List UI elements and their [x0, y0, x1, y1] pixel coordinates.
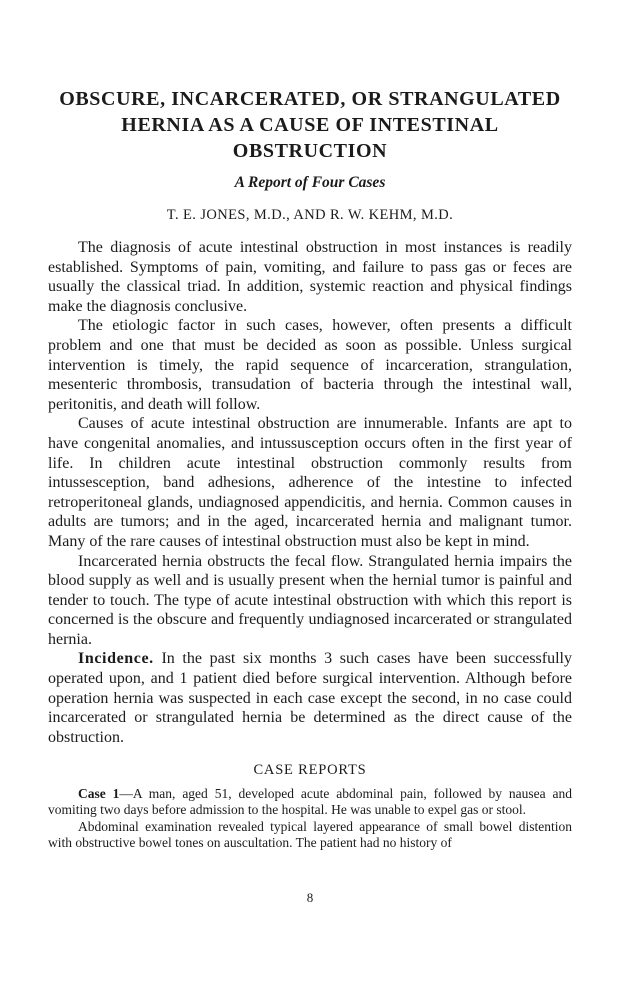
title-line-3: OBSTRUCTION: [232, 140, 388, 162]
article-title: [40, 86, 580, 164]
title-line-1: OBSCURE, INCARCERATED, OR STRANGULATED: [59, 88, 561, 110]
case-1-exam-paragraph: Abdominal examination revealed typical layered appearance of small bowel distention with obstructive bowel tones on auscultation. The patient had no history of: [48, 818, 572, 850]
body-paragraph: The etiologic factor in such cases, however, often presents a difficult problem and one that must be decided as soon as possible. Unless surgical intervention is timely, the rapid sequence of incarceration, strangulation, mesenteric thrombosis, transudation of bacteria through the intestinal wall, peritonitis, and death will follow.: [48, 317, 572, 413]
incidence-paragraph: [48, 649, 572, 747]
body-paragraph: Causes of acute intestinal obstruction are innumerable. Infants are apt to have congenital anomalies, and intussusception occurs often in the first year of life. In children acute intestinal obstruction commonly results from intussesception, band adhesions, adherence of the intestine to infected retroperitoneal glands, undiagnosed appendicitis, and hernia. Common causes in adults are tumors; and in the aged, incarcerated hernia and malignant tumor. Many of the rare causes of intestinal obstruction must also be kept in mind.: [48, 415, 572, 550]
incidence-heading: Incidence.: [78, 650, 154, 668]
case-1-text: —A man, aged 51, developed acute abdominal pain, followed by nausea and vomiting two days before admission to the hospital. He was unable to expel gas or stool.: [48, 786, 573, 818]
incidence-text: In the past six months 3 such cases have been successfully operated upon, and 1 patient died before surgical intervention. Although before operation hernia was suspected in each case except the second, in no case could incarcerated or strangulated hernia be determined as the direct cause of the obstruction.: [48, 650, 573, 746]
section-heading-case-reports: CASE REPORTS: [253, 762, 367, 778]
case-reports-section: [48, 786, 572, 851]
article-subtitle: A Report of Four Cases: [234, 174, 386, 191]
case-1-paragraph: [48, 786, 572, 819]
author-byline: T. E. JONES, M.D., AND R. W. KEHM, M.D.: [166, 207, 454, 223]
article-body: [48, 238, 572, 747]
case-1-label: Case 1: [78, 786, 120, 801]
title-line-2: HERNIA AS A CAUSE OF INTESTINAL: [121, 114, 499, 136]
body-paragraph: The diagnosis of acute intestinal obstruction in most instances is readily established. Symptoms of pain, vomiting, and failure to pass gas or feces are usually the classical triad. In addition, systemic reaction and physical findings make the diagnosis conclusive.: [48, 239, 572, 315]
body-paragraph: Incarcerated hernia obstructs the fecal flow. Strangulated hernia impairs the blood supply as well and is usually present when the hernial tumor is painful and tender to touch. The type of acute intestinal obstruction with which this report is concerned is the obscure and frequently undiagnosed incarcerated or strangulated hernia.: [48, 552, 572, 648]
page-number: 8: [306, 890, 314, 905]
